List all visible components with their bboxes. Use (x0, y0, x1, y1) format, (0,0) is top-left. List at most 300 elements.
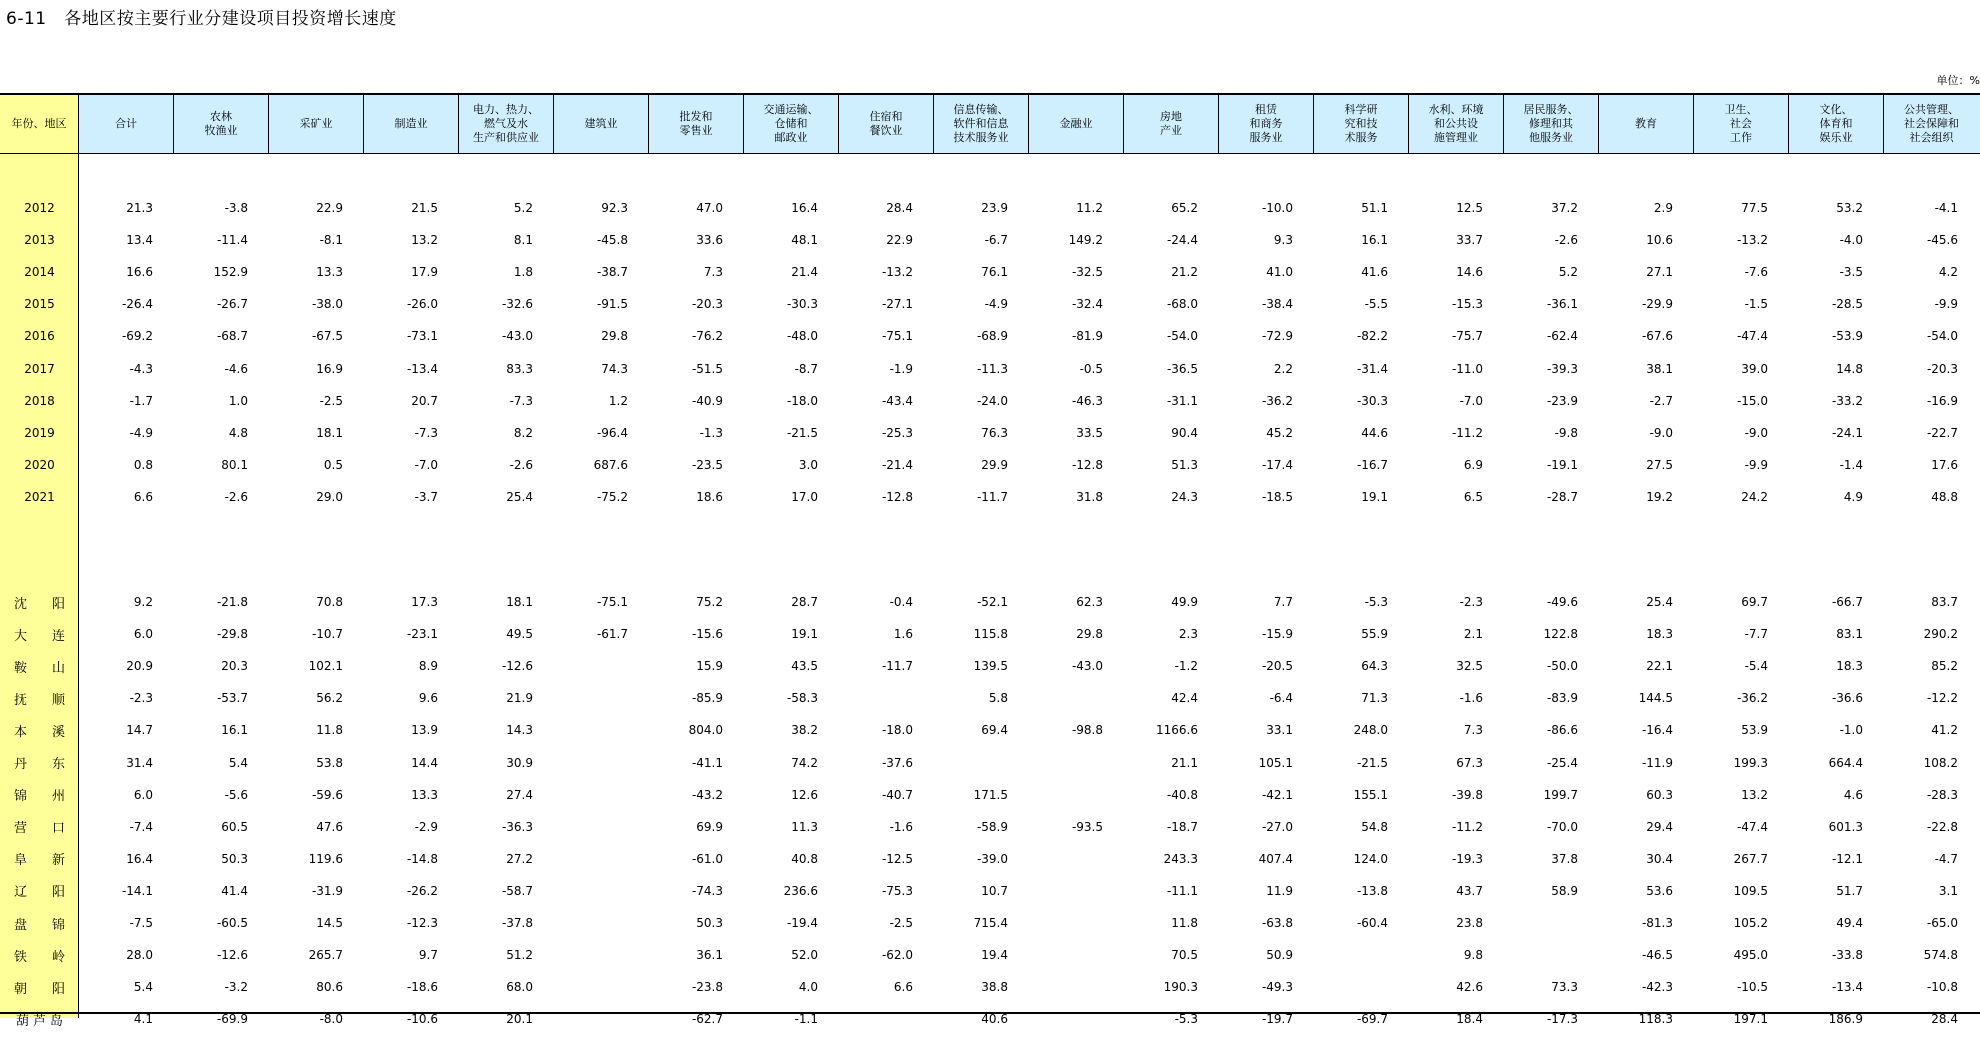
table-cell: -19.3 (1451, 851, 1483, 866)
table-cell: 37.2 (1551, 201, 1578, 215)
table-cell: 53.6 (1646, 883, 1673, 898)
table-cell: 76.1 (981, 265, 1008, 280)
table-cell: -46.5 (1641, 948, 1673, 963)
table-cell: 23.9 (981, 201, 1008, 215)
table-cell: 65.2 (1171, 201, 1198, 215)
table-cell: -31.1 (1166, 393, 1198, 408)
table-cell: 4.8 (228, 425, 248, 440)
table-cell: -23.9 (1546, 393, 1578, 408)
table-row-year (0, 417, 1979, 449)
table-cell: -48.0 (786, 329, 818, 344)
table-cell: 265.7 (308, 948, 343, 963)
table-cell: -37.6 (881, 755, 913, 770)
table-cell: 83.7 (1931, 595, 1958, 609)
table-cell: -24.1 (1831, 425, 1863, 440)
table-cell: 14.3 (506, 723, 533, 738)
row-label: 铁 岭 (14, 949, 65, 965)
table-cell: 83.1 (1836, 627, 1863, 642)
table-cell: -26.7 (216, 297, 248, 312)
table-cell: -66.7 (1831, 595, 1863, 609)
table-cell: 19.1 (1361, 489, 1388, 504)
table-cell: -39.3 (1546, 361, 1578, 376)
table-cell: -23.1 (406, 627, 438, 642)
table-cell: -41.1 (691, 755, 723, 770)
table-cell: 27.4 (506, 787, 533, 802)
table-cell: -7.0 (1459, 393, 1483, 408)
table-cell: -16.7 (1356, 457, 1388, 472)
table-cell: 102.1 (308, 659, 343, 674)
table-cell: 9.8 (1463, 948, 1483, 963)
row-label: 锦 州 (14, 789, 65, 805)
table-cell: 18.4 (1456, 1012, 1483, 1027)
table-cell: -38.4 (1261, 297, 1293, 312)
table-cell: 290.2 (1923, 627, 1958, 642)
table-cell: 80.1 (221, 457, 248, 472)
table-cell: 25.4 (1646, 595, 1673, 609)
table-cell: 51.1 (1361, 201, 1388, 215)
table-cell: -25.3 (881, 425, 913, 440)
row-label: 营 口 (14, 821, 65, 837)
table-cell: 56.2 (316, 691, 343, 706)
table-cell: -31.4 (1356, 361, 1388, 376)
unit-label: 单位：% (1936, 74, 1980, 87)
table-cell: -5.5 (1364, 297, 1388, 312)
table-cell: 29.4 (1646, 819, 1673, 834)
table-cell: -14.1 (121, 883, 153, 898)
table-cell: 5.4 (228, 755, 248, 770)
table-cell: 18.1 (506, 595, 533, 609)
table-cell: 51.3 (1171, 457, 1198, 472)
table-cell: -53.9 (1831, 329, 1863, 344)
row-label: 朝 阳 (14, 981, 65, 997)
table-cell: 6.6 (133, 489, 153, 504)
table-cell: -3.5 (1839, 265, 1863, 280)
table-row-city (0, 907, 1979, 939)
row-label: 本 溪 (14, 724, 65, 740)
table-cell: -28.7 (1546, 489, 1578, 504)
table-cell: 6.6 (893, 980, 913, 995)
table-cell: -91.5 (596, 297, 628, 312)
table-cell: 17.6 (1931, 457, 1958, 472)
table-cell: 108.2 (1923, 755, 1958, 770)
table-cell: -5.3 (1174, 1012, 1198, 1027)
header-col: 合计 (79, 95, 174, 153)
table-cell: 2.1 (1463, 627, 1483, 642)
table-cell: 13.9 (411, 723, 438, 738)
table-cell: -2.3 (1459, 595, 1483, 609)
table-cell: 7.3 (703, 265, 723, 280)
table-cell: -17.3 (1546, 1012, 1578, 1027)
table-cell: -12.5 (881, 851, 913, 866)
table-cell: -7.4 (129, 819, 153, 834)
table-cell: -17.4 (1261, 457, 1293, 472)
table-cell: 60.3 (1646, 787, 1673, 802)
row-label: 2014 (24, 265, 55, 280)
table-cell: -1.3 (699, 425, 723, 440)
table-cell: 83.3 (506, 361, 533, 376)
header-col: 信息传输、 软件和信息 技术服务业 (934, 95, 1029, 153)
table-cell: -12.1 (1831, 851, 1863, 866)
table-cell: 50.3 (221, 851, 248, 866)
table-cell: -16.4 (1641, 723, 1673, 738)
table-cell: -82.2 (1356, 329, 1388, 344)
table-cell: -2.6 (509, 457, 533, 472)
table-cell: 243.3 (1163, 851, 1198, 866)
table-cell: 28.4 (1931, 1012, 1958, 1027)
table-cell: -36.6 (1831, 691, 1863, 706)
table-cell: -86.6 (1546, 723, 1578, 738)
table-cell: 21.3 (126, 201, 153, 215)
row-label: 2013 (24, 233, 55, 248)
table-cell: 75.2 (696, 595, 723, 609)
table-cell: -68.9 (976, 329, 1008, 344)
table-cell: 16.4 (791, 201, 818, 215)
table-cell: 171.5 (973, 787, 1008, 802)
table-cell: -27.0 (1261, 819, 1293, 834)
row-label: 2021 (24, 489, 55, 504)
table-cell: 21.5 (411, 201, 438, 215)
table-cell: 6.5 (1463, 489, 1483, 504)
table-cell: 58.9 (1551, 883, 1578, 898)
table-cell: 33.6 (696, 233, 723, 248)
table-cell: 33.5 (1076, 425, 1103, 440)
table-cell: 9.7 (418, 948, 438, 963)
table-cell: 77.5 (1741, 201, 1768, 215)
table-cell: 53.9 (1741, 723, 1768, 738)
table-cell: -36.2 (1261, 393, 1293, 408)
table-cell: -21.5 (1356, 755, 1388, 770)
table-row-year (0, 353, 1979, 385)
table-cell: 236.6 (783, 883, 818, 898)
table-cell: 23.8 (1456, 916, 1483, 930)
table-cell: 40.8 (791, 851, 818, 866)
table-cell: 8.1 (513, 233, 533, 248)
table-cell: 49.4 (1836, 916, 1863, 930)
table-cell: 32.5 (1456, 659, 1483, 674)
table-cell: -43.0 (1071, 659, 1103, 674)
table-cell: 44.6 (1361, 425, 1388, 440)
table-cell: 17.0 (791, 489, 818, 504)
table-row-city (0, 779, 1979, 811)
table-cell: -12.6 (501, 659, 533, 674)
table-cell: 41.2 (1931, 723, 1958, 738)
table-cell: -62.0 (881, 948, 913, 963)
table-cell: 50.3 (696, 916, 723, 930)
table-cell: 16.4 (126, 851, 153, 866)
table-cell: 37.8 (1551, 851, 1578, 866)
table-cell: 119.6 (308, 851, 343, 866)
table-cell: -42.1 (1261, 787, 1293, 802)
table-cell: -45.8 (596, 233, 628, 248)
table-cell: 5.8 (988, 691, 1008, 706)
table-cell: -2.5 (319, 393, 343, 408)
table-cell: 49.5 (506, 627, 533, 642)
table-cell: 41.6 (1361, 265, 1388, 280)
table-cell: -15.6 (691, 627, 723, 642)
table-cell: 715.4 (973, 916, 1008, 930)
header-col: 公共管理、 社会保障和 社会组织 (1904, 103, 1959, 144)
table-cell: 45.2 (1266, 425, 1293, 440)
table-cell: -13.2 (1736, 233, 1768, 248)
table-cell: 2.2 (1273, 361, 1293, 376)
table-cell: 11.8 (1171, 916, 1198, 930)
table-cell: 13.2 (1741, 787, 1768, 802)
table-cell: -7.0 (414, 457, 438, 472)
table-row-year (0, 385, 1979, 417)
table-cell: -26.2 (406, 883, 438, 898)
table-cell: -24.0 (976, 393, 1008, 408)
table-cell: -52.1 (976, 595, 1008, 609)
table-cell: -81.3 (1641, 916, 1673, 930)
table-cell: -65.0 (1926, 916, 1958, 930)
table-cell: -93.5 (1071, 819, 1103, 834)
table-cell: -9.0 (1649, 425, 1673, 440)
table-cell: 28.0 (126, 948, 153, 963)
table-cell: 4.1 (133, 1012, 153, 1027)
table-cell: 74.3 (601, 361, 628, 376)
table-cell: 73.3 (1551, 980, 1578, 995)
table-cell: -69.7 (1356, 1012, 1388, 1027)
table-cell: -10.0 (1261, 201, 1293, 215)
table-cell: -33.8 (1831, 948, 1863, 963)
table-cell: -36.5 (1166, 361, 1198, 376)
table-cell: -50.0 (1546, 659, 1578, 674)
table-cell: 4.2 (1938, 265, 1958, 280)
table-cell: -4.1 (1934, 201, 1958, 215)
row-label: 鞍 山 (14, 660, 65, 676)
table-cell: -12.8 (1071, 457, 1103, 472)
table-cell: -19.7 (1261, 1012, 1293, 1027)
table-cell: -58.3 (786, 691, 818, 706)
table-cell: 20.1 (506, 1012, 533, 1027)
table-cell: -4.9 (129, 425, 153, 440)
table-cell: -4.9 (984, 297, 1008, 312)
table-cell: 687.6 (593, 457, 628, 472)
table-cell: 11.9 (1266, 883, 1293, 898)
table-cell: -7.3 (509, 393, 533, 408)
table-cell: -12.2 (1926, 691, 1958, 706)
table-cell: 40.6 (981, 1012, 1008, 1027)
table-cell: -21.4 (881, 457, 913, 472)
table-cell: 3.1 (1938, 883, 1958, 898)
table-cell: -47.4 (1736, 329, 1768, 344)
table-cell: -11.1 (1166, 883, 1198, 898)
table-cell: 19.4 (981, 948, 1008, 963)
table-cell: 186.9 (1828, 1012, 1863, 1027)
table-cell: 118.3 (1638, 1012, 1673, 1027)
table-cell: 39.0 (1741, 361, 1768, 376)
header-col: 居民服务、 修理和其 他服务业 (1504, 95, 1599, 153)
table-cell: -12.3 (406, 916, 438, 930)
table-cell: 30.4 (1646, 851, 1673, 866)
table-cell: 20.3 (221, 659, 248, 674)
table-cell: -13.8 (1356, 883, 1388, 898)
table-cell: -27.1 (881, 297, 913, 312)
table-cell: -1.6 (889, 819, 913, 834)
table-cell: -49.3 (1261, 980, 1293, 995)
table-cell: 15.9 (696, 659, 723, 674)
table-cell: 21.1 (1171, 755, 1198, 770)
table-cell: -75.2 (596, 489, 628, 504)
table-cell: 152.9 (213, 265, 248, 280)
table-cell: -18.5 (1261, 489, 1293, 504)
table-cell: -11.7 (976, 489, 1008, 504)
row-label: 2012 (24, 201, 55, 215)
table-cell: -3.8 (224, 201, 248, 215)
table-cell: -33.2 (1831, 393, 1863, 408)
table-cell: 199.7 (1543, 787, 1578, 802)
table-cell: 4.6 (1843, 787, 1863, 802)
table-cell: -29.8 (216, 627, 248, 642)
header-col: 农林 牧渔业 (174, 95, 269, 153)
table-cell: 16.1 (1361, 233, 1388, 248)
table-cell: -5.6 (224, 787, 248, 802)
table-cell: 7.3 (1463, 723, 1483, 738)
table-cell: -43.0 (501, 329, 533, 344)
table-cell: 14.4 (411, 755, 438, 770)
row-label: 盘 锦 (14, 917, 65, 933)
table-cell: -62.7 (691, 1012, 723, 1027)
table-row-year (0, 224, 1979, 256)
table-cell: 11.8 (316, 723, 343, 738)
table-cell: -26.0 (406, 297, 438, 312)
table-cell: 85.2 (1931, 659, 1958, 674)
table-cell: -23.5 (691, 457, 723, 472)
row-label: 大 连 (14, 628, 65, 644)
table-cell: -60.5 (216, 916, 248, 930)
table-cell: -63.8 (1261, 916, 1293, 930)
table-cell: 24.3 (1171, 489, 1198, 504)
table-cell: 1.2 (608, 393, 628, 408)
table-cell: -40.7 (881, 787, 913, 802)
table-cell: -98.8 (1071, 723, 1103, 738)
table-cell: 155.1 (1353, 787, 1388, 802)
page-title: 6-11 各地区按主要行业分建设项目投资增长速度 (6, 9, 397, 29)
table-cell: -2.6 (224, 489, 248, 504)
table-cell: -39.0 (976, 851, 1008, 866)
table-cell: -3.7 (414, 489, 438, 504)
table-cell: -70.0 (1546, 819, 1578, 834)
table-cell: 105.2 (1733, 916, 1768, 930)
table-cell: -40.8 (1166, 787, 1198, 802)
table-cell: -4.6 (224, 361, 248, 376)
table-cell: -21.5 (786, 425, 818, 440)
table-cell: 8.9 (418, 659, 438, 674)
table-cell: -10.8 (1926, 980, 1958, 995)
table-cell: -32.5 (1071, 265, 1103, 280)
table-cell: 17.9 (411, 265, 438, 280)
table-cell: -8.1 (319, 233, 343, 248)
table-cell: 28.4 (886, 201, 913, 215)
table-cell: 2.3 (1178, 627, 1198, 642)
table-cell: 31.8 (1076, 489, 1103, 504)
table-cell: 27.2 (506, 851, 533, 866)
table-cell: -2.5 (889, 916, 913, 930)
header-col: 采矿业 (269, 95, 364, 153)
table-cell: 16.6 (126, 265, 153, 280)
table-cell: -15.0 (1736, 393, 1768, 408)
table-cell: -54.0 (1166, 329, 1198, 344)
table-cell: -42.3 (1641, 980, 1673, 995)
table-cell: -18.7 (1166, 819, 1198, 834)
table-cell: -61.7 (596, 627, 628, 642)
table-cell: 31.4 (126, 755, 153, 770)
table-cell: -1.4 (1839, 457, 1863, 472)
table-cell: -5.3 (1364, 595, 1388, 609)
table-cell: 105.1 (1258, 755, 1293, 770)
table-cell: -18.0 (881, 723, 913, 738)
table-cell: -38.0 (311, 297, 343, 312)
header-col: 科学研 究和技 术服务 (1314, 95, 1409, 153)
table-cell: -1.0 (1839, 723, 1863, 738)
table-cell: -58.7 (501, 883, 533, 898)
table-cell: -11.4 (216, 233, 248, 248)
header-col: 水利、环境 和公共设 施管理业 (1409, 95, 1504, 153)
table-cell: 13.4 (126, 233, 153, 248)
table-cell: 109.5 (1733, 883, 1768, 898)
table-cell: -31.9 (311, 883, 343, 898)
table-cell: -74.3 (691, 883, 723, 898)
table-cell: -67.6 (1641, 329, 1673, 344)
table-row-year (0, 320, 1979, 352)
table-cell: -19.1 (1546, 457, 1578, 472)
table-cell: -75.1 (881, 329, 913, 344)
table-cell: -59.6 (311, 787, 343, 802)
table-cell: 14.6 (1456, 265, 1483, 280)
table-cell: 64.3 (1361, 659, 1388, 674)
table-cell: -28.3 (1926, 787, 1958, 802)
table-cell: 29.8 (601, 329, 628, 344)
table-cell: -18.6 (406, 980, 438, 995)
table-cell: 1166.6 (1156, 723, 1198, 738)
table-cell: -0.5 (1079, 361, 1103, 376)
table-cell: 267.7 (1733, 851, 1768, 866)
table-cell: 25.4 (506, 489, 533, 504)
table-cell: -37.8 (501, 916, 533, 930)
table-cell: -39.8 (1451, 787, 1483, 802)
header-col: 卫生、 社会 工作 (1694, 95, 1789, 153)
table-cell: -15.3 (1451, 297, 1483, 312)
table-cell: -45.6 (1926, 233, 1958, 248)
header-col: 批发和 零售业 (649, 95, 744, 153)
table-cell: -38.7 (596, 265, 628, 280)
table-cell: -23.8 (691, 980, 723, 995)
table-cell: 71.3 (1361, 691, 1388, 706)
row-label: 2018 (24, 393, 55, 408)
table-cell: 21.9 (506, 691, 533, 706)
table-cell: -76.2 (691, 329, 723, 344)
table-cell: -68.0 (1166, 297, 1198, 312)
table-cell: -13.2 (881, 265, 913, 280)
table-cell: 54.8 (1361, 819, 1388, 834)
table-cell: 9.2 (133, 595, 153, 609)
table-cell: 20.7 (411, 393, 438, 408)
table-row-city (0, 714, 1979, 746)
table-cell: -85.9 (691, 691, 723, 706)
table-cell: 47.0 (696, 201, 723, 215)
table-cell: -46.3 (1071, 393, 1103, 408)
table-cell: -53.7 (216, 691, 248, 706)
table-cell: -30.3 (786, 297, 818, 312)
row-label: 2017 (24, 361, 55, 376)
table-cell: 9.6 (418, 691, 438, 706)
table-cell: -32.6 (501, 297, 533, 312)
table-cell: -43.2 (691, 787, 723, 802)
header-col: 住宿和 餐饮业 (839, 95, 934, 153)
table-cell: -28.5 (1831, 297, 1863, 312)
table-cell: 124.0 (1353, 851, 1388, 866)
header-col: 文化、 体育和 娱乐业 (1789, 95, 1884, 153)
